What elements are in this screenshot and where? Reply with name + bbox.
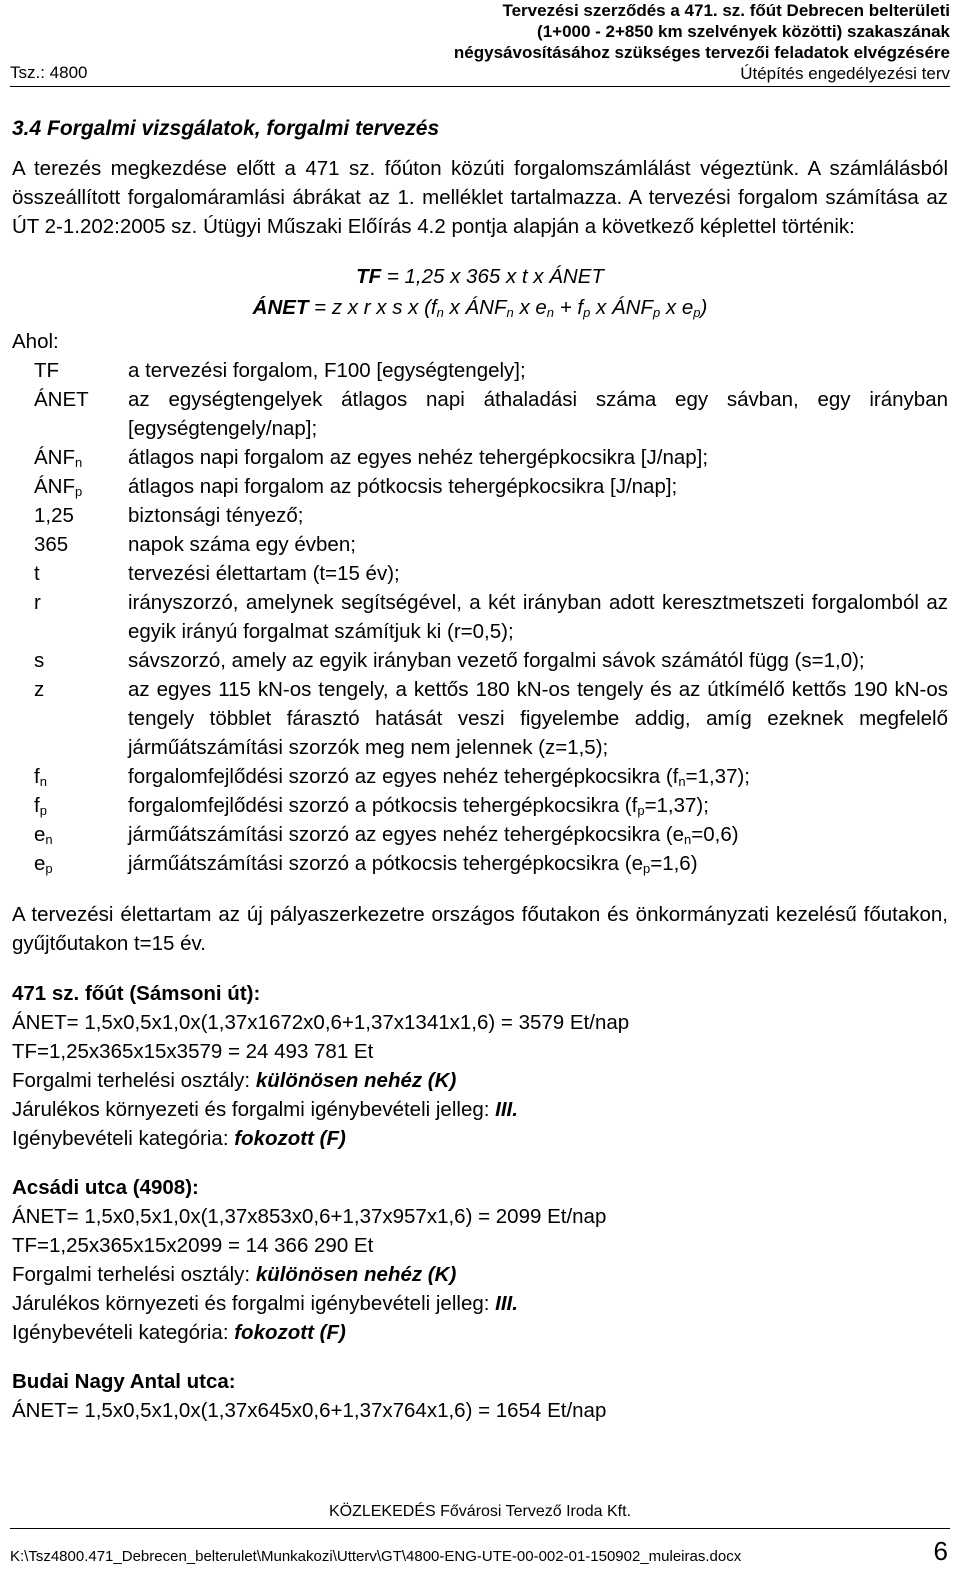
calc-env-class: Járulékos környezeti és forgalmi igénybevételi jelleg: III. [12, 1097, 518, 1121]
definition-row [34, 849, 948, 878]
definition-symbol: $ÁNF_n$ [34, 446, 83, 470]
document-header [454, 0, 950, 84]
calc-tf: TF=1,25x365x15x2099 = 14 366 290 Et [12, 1233, 374, 1257]
definition-symbol: ÁNET [34, 388, 89, 411]
definition-text: tervezési élettartam (t=15 év); [128, 562, 400, 585]
definition-row [34, 646, 948, 675]
definition-symbol: $ÁNF_p$ [34, 475, 83, 499]
header-divider [10, 86, 950, 87]
definition-symbol: 1,25 [34, 504, 74, 527]
definition-text: az egységtengelyek átlagos napi áthaladási száma egy sávban, egy irányban [egységtengely/nap]; [128, 388, 948, 440]
calc-anet: ÁNET= 1,5x0,5x1,0x(1,37x645x0,6+1,37x764x1,6) = 1654 Et/nap [12, 1398, 607, 1422]
definition-row [34, 472, 948, 501]
definition-row [34, 501, 948, 530]
calc-load-class: Forgalmi terhelési osztály: különösen nehéz (K) [12, 1262, 457, 1286]
calc-anet: ÁNET= 1,5x0,5x1,0x(1,37x1672x0,6+1,37x1341x1,6) = 3579 Et/nap [12, 1010, 630, 1034]
ahol-label: Ahol: [12, 330, 59, 353]
definition-symbol: $f_n$ [34, 765, 47, 789]
definition-text: járműátszámítási szorzó a pótkocsis tehergépkocsikra $(e_p=1,6)$ [128, 852, 698, 876]
calc-anet: ÁNET= 1,5x0,5x1,0x(1,37x853x0,6+1,37x957x1,6) = 2099 Et/nap [12, 1204, 607, 1228]
footer-file-path: K:\Tsz4800.471_Debrecen_belterulet\Munkakozi\Utterv\GT\4800-ENG-UTE-00-002-01-150902_muleiras.docx [10, 1548, 742, 1565]
definitions-list [34, 356, 948, 878]
footer-company: KÖZLEKEDÉS Fővárosi Tervező Iroda Kft. [328, 1503, 632, 1520]
definition-text: biztonsági tényező; [128, 504, 304, 527]
definition-symbol: $f_p$ [34, 794, 47, 818]
document-body [12, 100, 948, 1425]
definition-row [34, 820, 948, 849]
definition-row [34, 588, 948, 646]
header-title-line-2: (1+000 - 2+850 km szelvények közötti) szakaszának [537, 22, 950, 41]
definition-text: járműátszámítási szorzó az egyes nehéz tehergépkocsikra $(e_n=0,6)$ [128, 823, 739, 847]
definition-symbol: $e_n$ [34, 823, 53, 847]
formula-block [12, 261, 948, 323]
definition-symbol: r [34, 591, 41, 614]
definition-text: irányszorzó, amelynek segítségével, a két irányban adott keresztmetszeti forgalomból az egyik irányú forgalmat számítjuk ki (r=0,5); [128, 591, 948, 643]
definition-row [34, 791, 948, 820]
calc-title: 471 sz. főút (Sámsoni út): [12, 981, 261, 1005]
definition-row [34, 559, 948, 588]
definition-text: forgalomfejlődési szorzó a pótkocsis tehergépkocsikra $(f_p=1,37)$; [128, 794, 709, 818]
definition-symbol: 365 [34, 533, 69, 556]
definition-row [34, 675, 948, 762]
calc-block-budai [12, 1367, 948, 1425]
page-number: 6 [933, 1536, 948, 1566]
definition-row [34, 356, 948, 385]
definition-row [34, 530, 948, 559]
formula-anet: ÁNET = z x r x s x ($f_n$ x $ÁNF_n$ x $e_n + f_p$ x $ÁNF_p$ x $e_p$) [252, 296, 708, 320]
definition-symbol: t [34, 562, 40, 585]
definition-text: sávszorzó, amely az egyik irányban vezető forgalmi sávok számától függ (s=1,0); [128, 649, 865, 672]
definition-row [34, 762, 948, 791]
project-number: Tsz.: 4800 [10, 63, 88, 82]
calc-tf: TF=1,25x365x15x3579 = 24 493 781 Et [12, 1039, 374, 1063]
footer-divider [10, 1528, 950, 1529]
intro-paragraph: A terezés megkezdése előtt a 471 sz. főúton közúti forgalomszámlálást végeztünk. A számlálásból összeállított forgalomáramlási ábrákat az 1. melléklet tartalmazza. A tervezési forgalom számítása az ÚT 2-1.202:2005 sz. Útügyi Műszaki Előírás 4.2 pontja alapján a következő képlettel történik: [12, 157, 948, 238]
formula-tf: TF = 1,25 x 365 x t x ÁNET [356, 265, 604, 288]
section-title: 3.4 Forgalmi vizsgálatok, forgalmi tervezés [12, 117, 440, 140]
definition-symbol: TF [34, 359, 60, 382]
header-title-line-3: négysávosításához szükséges tervezői feladatok elvégzésére [453, 43, 950, 62]
calc-category: Igénybevételi kategória: fokozott (F) [12, 1320, 346, 1344]
definition-symbol: s [34, 649, 45, 672]
calc-env-class: Járulékos környezeti és forgalmi igénybevételi jelleg: III. [12, 1291, 518, 1315]
calc-title: Budai Nagy Antal utca: [12, 1369, 236, 1393]
header-title-line-1: Tervezési szerződés a 471. sz. főút Debrecen belterületi [502, 1, 950, 20]
lifetime-paragraph: A tervezési élettartam az új pályaszerkezetre országos főutakon és önkormányzati kezelésű főutakon, gyűjtőutakon t=15 év. [12, 903, 948, 955]
calc-category: Igénybevételi kategória: fokozott (F) [12, 1126, 346, 1150]
definition-row [34, 385, 948, 443]
definition-row [34, 443, 948, 472]
definition-text: forgalomfejlődési szorzó az egyes nehéz tehergépkocsikra $(f_n=1,37)$; [128, 765, 751, 789]
definition-text: napok száma egy évben; [128, 533, 356, 556]
definition-symbol: $e_p$ [34, 852, 53, 876]
definition-text: átlagos napi forgalom az egyes nehéz tehergépkocsikra [J/nap]; [128, 446, 709, 469]
calc-title: Acsádi utca (4908): [12, 1175, 199, 1199]
definition-symbol: z [34, 678, 45, 701]
definition-text: a tervezési forgalom, F100 [egységtengely]; [128, 359, 526, 382]
header-subtitle: Útépítés engedélyezési terv [740, 64, 950, 83]
definition-text: átlagos napi forgalom az pótkocsis tehergépkocsikra [J/nap]; [128, 475, 678, 498]
definition-text: az egyes 115 kN-os tengely, a kettős 180 kN-os tengely és az útkímélő kettős 190 kN-os tengely többlet fárasztó hatását veszi figyelembe addig, amíg ezeknek megfelelő járműátszámítási szorzók meg nem jelennek (z=1,5); [128, 678, 948, 759]
calc-block-acsadi [12, 1173, 948, 1347]
calc-load-class: Forgalmi terhelési osztály: különösen nehéz (K) [12, 1068, 457, 1092]
calc-block-471 [12, 979, 948, 1153]
